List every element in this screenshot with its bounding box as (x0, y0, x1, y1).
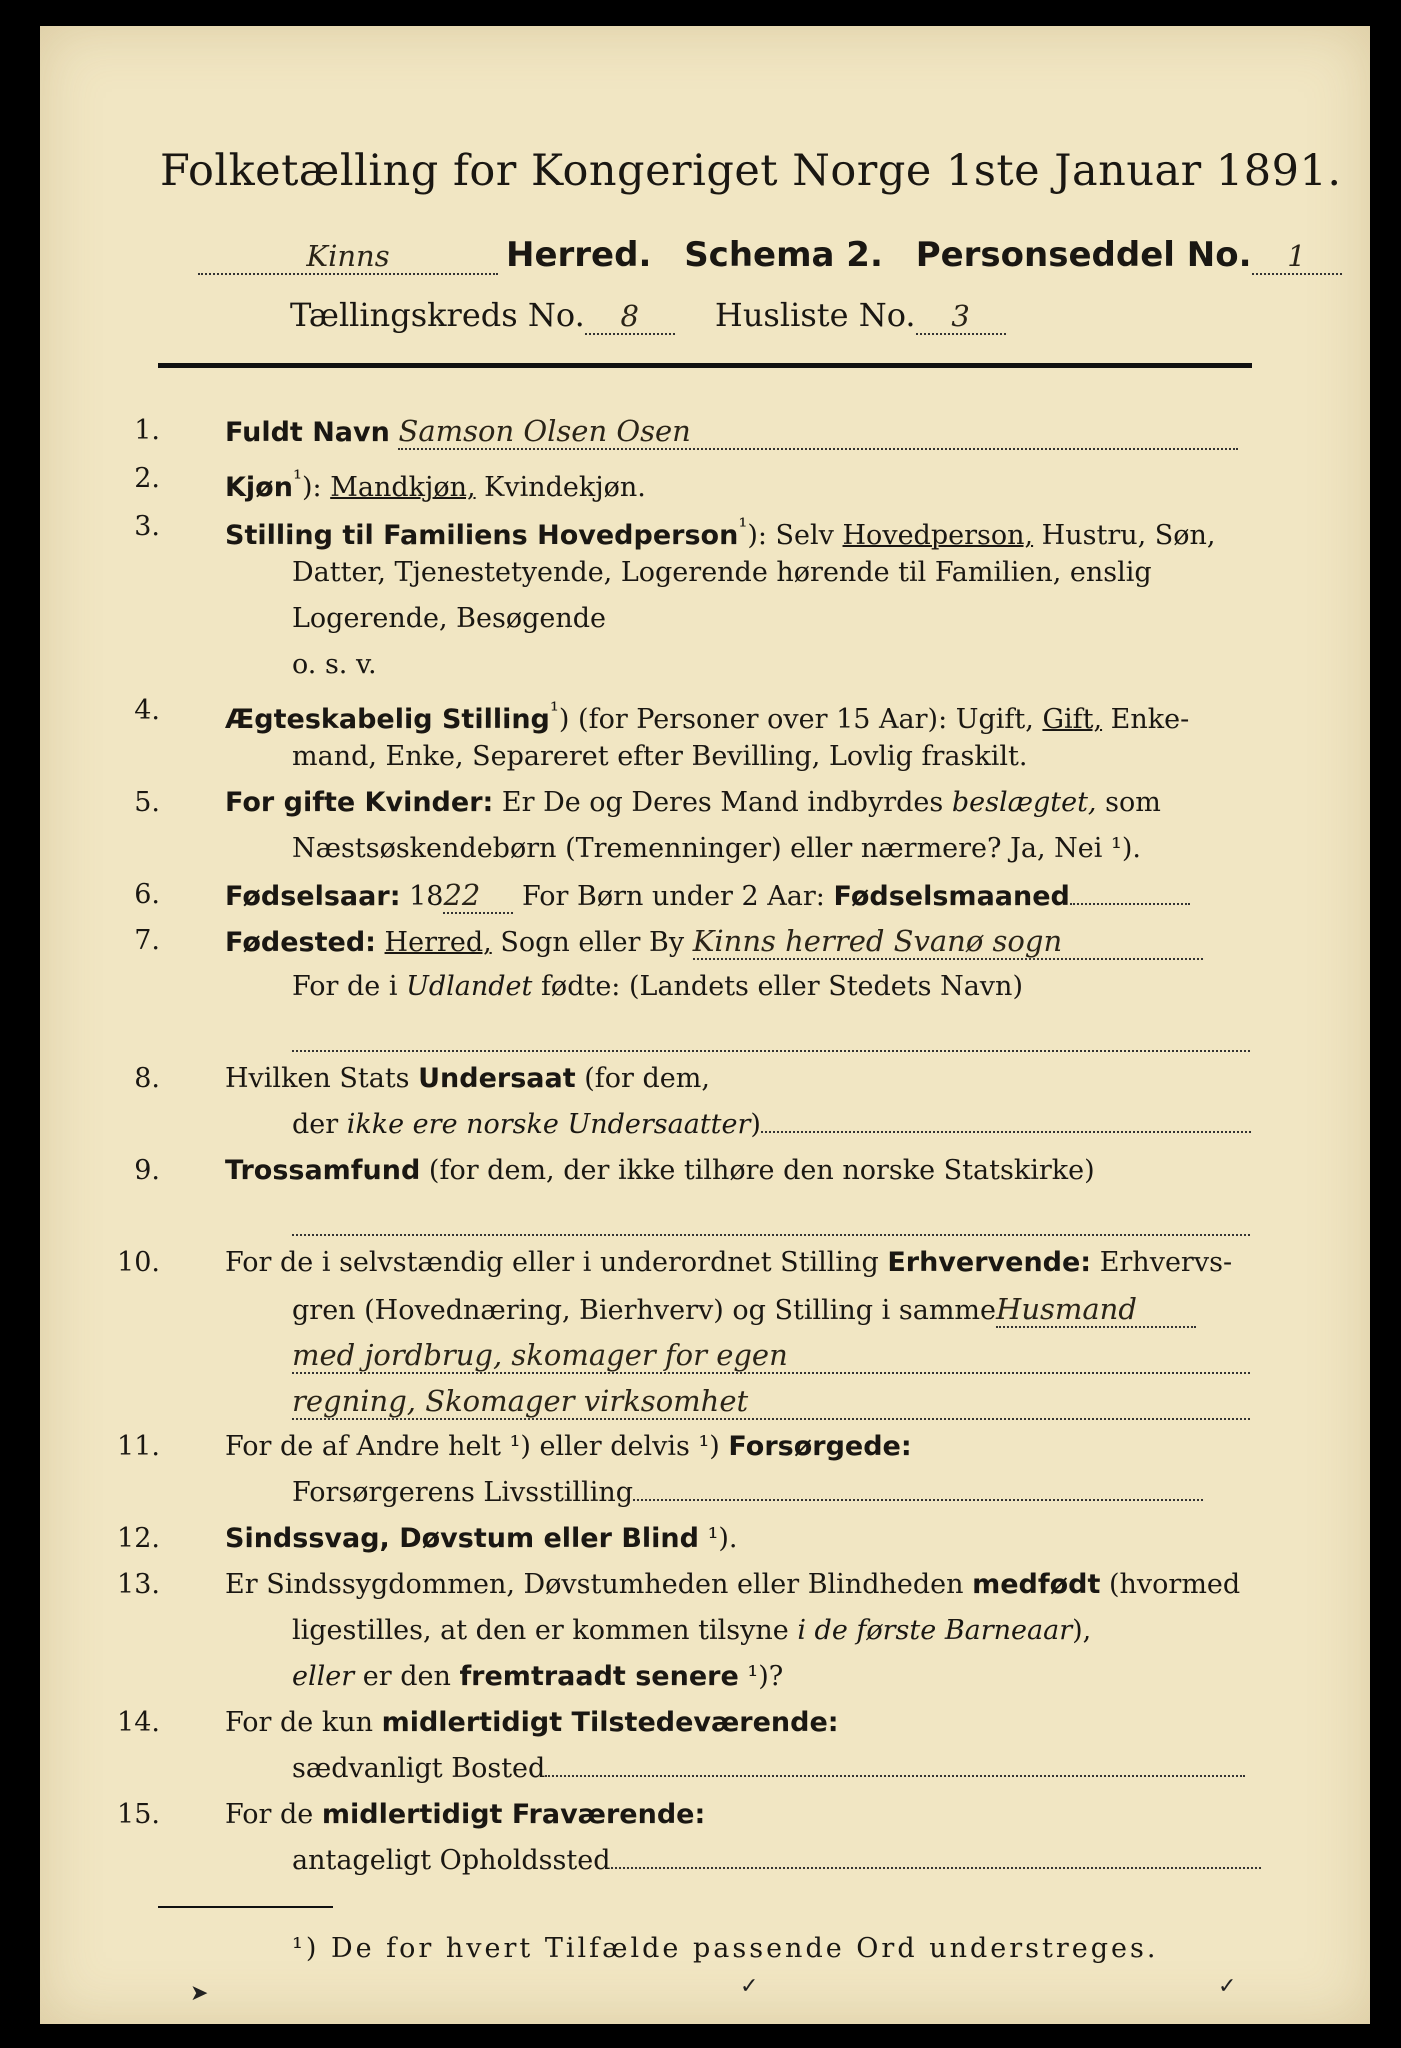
herred-value: Kinns (198, 239, 498, 275)
q10-number: 10. (117, 1247, 160, 1278)
q13-line3b: ¹)? (738, 1661, 784, 1692)
q15-row (225, 1798, 705, 1832)
q9-row (225, 1154, 1095, 1188)
full-name-value: Samson Olsen Osen (398, 414, 1238, 450)
header-herred-row (198, 235, 1342, 275)
occupation-value-2: med jordbrug, skomager for egen (292, 1338, 1250, 1374)
q13-label: medfødt (972, 1569, 1101, 1600)
q10-line2 (292, 1292, 1196, 1328)
q8-line2b: ) (750, 1109, 761, 1140)
q5-text-b: som (1096, 787, 1161, 818)
birth-month-field (1070, 903, 1190, 905)
q14-text: For de kun (225, 1707, 382, 1738)
footnote-rule (158, 1906, 333, 1908)
q14-line2-text: sædvanligt Bosted (292, 1753, 546, 1784)
husliste-value: 3 (916, 299, 1006, 335)
q13-line2 (292, 1614, 1091, 1648)
q1-number: 1. (134, 415, 160, 446)
q3-line4: o. s. v. (292, 649, 377, 680)
q10-line3 (292, 1338, 1250, 1374)
q8-text-b: (for dem, (575, 1063, 710, 1094)
personseddel-label: Personseddel No. (915, 235, 1252, 275)
q7-line2a: For de i (292, 971, 407, 1002)
q8-line2 (292, 1108, 1251, 1142)
q3-text: ): Selv (747, 520, 843, 551)
q5-row (225, 786, 1161, 820)
q3-sup: ¹ (738, 514, 748, 540)
q2-row (225, 462, 646, 505)
q7-line2b: fødte: (Landets eller Stedets Navn) (532, 971, 1023, 1002)
q6-prefix: 18 (400, 881, 444, 912)
q3-text-b: Hustru, Søn, (1033, 520, 1216, 551)
foreign-birthplace-field (292, 1016, 1250, 1052)
q7-option-selected: Herred, (384, 927, 492, 958)
form-title: Folketælling for Kongeriget Norge 1ste Januar 1891. (160, 146, 1342, 196)
q10-text-b: Erhvervs- (1091, 1247, 1233, 1278)
corner-mark-icon: ✓ (1218, 1974, 1237, 1999)
q14-label: midlertidigt Tilstedeværende: (381, 1707, 839, 1738)
corner-mark-icon: ✓ (740, 1974, 759, 1999)
q2-label: Kjøn (225, 472, 293, 503)
q12-number: 12. (117, 1523, 160, 1554)
q9-label: Trossamfund (225, 1155, 421, 1186)
q13-line2a: ligestilles, at den er kommen tilsyne (292, 1615, 798, 1646)
q4-text: ) (for Personer over 15 Aar): Ugift, (558, 704, 1043, 735)
q7-line3 (292, 1016, 1250, 1052)
q9-line2 (292, 1200, 1250, 1236)
q11-line2-text: Forsørgerens Livsstilling (292, 1477, 634, 1508)
q6-row (225, 878, 1190, 914)
q7-number: 7. (134, 925, 160, 956)
q15-line2 (292, 1844, 1261, 1878)
q10-text: For de i selvstændig eller i underordnet Stilling (225, 1247, 888, 1278)
q11-number: 11. (117, 1431, 160, 1462)
kreds-label: Tællingskreds No. (290, 296, 585, 334)
q3-line2: Datter, Tjenestetyende, Logerende hørende til Familien, enslig (292, 557, 1152, 588)
occupation-value-1: Husmand (996, 1292, 1196, 1328)
q13-text-b: (hvormed (1100, 1569, 1241, 1600)
q3-line3: Logerende, Besøgende (292, 603, 606, 634)
q13-line3a: er den (354, 1661, 460, 1692)
q14-line2 (292, 1752, 1245, 1786)
q15-line2-text: antageligt Opholdssted (292, 1845, 611, 1876)
q14-number: 14. (117, 1707, 160, 1738)
religion-field (292, 1200, 1250, 1236)
q3-row (225, 510, 1216, 553)
q8-line2a: der (292, 1109, 347, 1140)
q2-option-selected: Mandkjøn, (330, 472, 476, 503)
q2-number: 2. (134, 463, 160, 494)
q10-line2-text: gren (Hovednæring, Bierhverv) og Stilling i samme (292, 1295, 997, 1326)
q12-text: ¹). (698, 1523, 738, 1554)
q6-text: For Børn under 2 Aar: (513, 881, 834, 912)
q7-line2-italic: Udlandet (406, 971, 533, 1002)
occupation-value-3: regning, Skomager virksomhet (292, 1384, 1250, 1420)
q8-number: 8. (134, 1063, 160, 1094)
q9-text: (for dem, der ikke tilhøre den norske Statskirke) (420, 1155, 1095, 1186)
q11-row (225, 1430, 912, 1464)
schema-label: Schema 2. (684, 235, 883, 275)
husliste-label: Husliste No. (714, 296, 916, 334)
q7-row (225, 924, 1203, 960)
herred-label: Herred. (506, 235, 652, 275)
q6-label: Fødselsaar: (225, 881, 401, 912)
q5-line2: Næstsøskendebørn (Tremenninger) eller nærmere? Ja, Nei ¹). (292, 833, 1141, 864)
census-form-page (40, 26, 1370, 2024)
q5-italic: beslægtet, (951, 787, 1097, 818)
q10-label: Erhvervende: (887, 1247, 1092, 1278)
footnote: ¹) De for hvert Tilfælde passende Ord understreges. (292, 1933, 1159, 1964)
q2-option: Kvindekjøn. (475, 472, 646, 503)
q8-row (225, 1062, 710, 1096)
q7-line2 (292, 970, 1023, 1004)
q4-line2: mand, Enke, Separeret efter Bevilling, Lovlig fraskilt. (292, 741, 1028, 772)
birth-year-value: 22 (443, 878, 513, 914)
whereabouts-field (611, 1867, 1261, 1869)
nationality-field (761, 1131, 1251, 1133)
residence-field (545, 1775, 1245, 1777)
q12-row (225, 1522, 738, 1556)
q15-label: midlertidigt Fraværende: (321, 1799, 706, 1830)
q3-label: Stilling til Familiens Hovedperson (225, 520, 739, 551)
provider-field (633, 1499, 1203, 1501)
q15-number: 15. (117, 1799, 160, 1830)
header-kreds-row (290, 298, 1006, 335)
q9-number: 9. (134, 1155, 160, 1186)
q3-option-selected: Hovedperson, (842, 520, 1034, 551)
q5-text: Er De og Deres Mand indbyrdes (493, 787, 952, 818)
q4-row (225, 694, 1189, 737)
q2-sup: ¹ (292, 466, 302, 492)
q5-number: 5. (134, 787, 160, 818)
q10-line4 (292, 1384, 1250, 1420)
q12-label: Sindssvag, Døvstum eller Blind (225, 1523, 699, 1554)
q8-line2-italic: ikke ere norske Undersaatter (346, 1109, 751, 1140)
q5-label: For gifte Kvinder: (225, 787, 494, 818)
q6-number: 6. (134, 879, 160, 910)
q13-row (225, 1568, 1240, 1602)
corner-mark-icon: ➤ (190, 1981, 209, 2006)
q4-sup: ¹ (549, 698, 559, 724)
q7-text: Sogn eller By (491, 927, 685, 958)
q6-label2: Fødselsmaaned (833, 881, 1070, 912)
q13-label2: fremtraadt senere (459, 1661, 739, 1692)
birthplace-value: Kinns herred Svanø sogn (693, 924, 1203, 960)
q3-number: 3. (134, 511, 160, 542)
q13-line3 (292, 1660, 783, 1694)
q13-line2-italic: i de første Barneaar (797, 1615, 1073, 1646)
q4-option-selected: Gift, (1042, 704, 1103, 735)
q1-label: Fuldt Navn (225, 417, 390, 448)
q8-label: Undersaat (418, 1063, 576, 1094)
q4-number: 4. (134, 695, 160, 726)
q14-row (225, 1706, 839, 1740)
q4-label: Ægteskabelig Stilling (225, 704, 550, 735)
q1-row (225, 414, 1238, 450)
q11-text: For de af Andre helt ¹) eller delvis ¹) (225, 1431, 729, 1462)
q7-label: Fødested: (225, 927, 376, 958)
q15-text: For de (225, 1799, 322, 1830)
header-rule (158, 363, 1252, 368)
q13-text: Er Sindssygdommen, Døvstumheden eller Blindheden (225, 1569, 973, 1600)
q2-text: ): (301, 472, 331, 503)
q13-number: 13. (117, 1569, 160, 1600)
q13-line3-italic: eller (292, 1661, 355, 1692)
q8-text: Hvilken Stats (225, 1063, 419, 1094)
q11-line2 (292, 1476, 1203, 1510)
q13-line2b: ), (1072, 1615, 1092, 1646)
kreds-value: 8 (585, 299, 675, 335)
personseddel-value: 1 (1252, 239, 1342, 275)
q10-row (225, 1246, 1232, 1280)
q11-label: Forsørgede: (728, 1431, 912, 1462)
q4-text-b: Enke- (1102, 704, 1190, 735)
